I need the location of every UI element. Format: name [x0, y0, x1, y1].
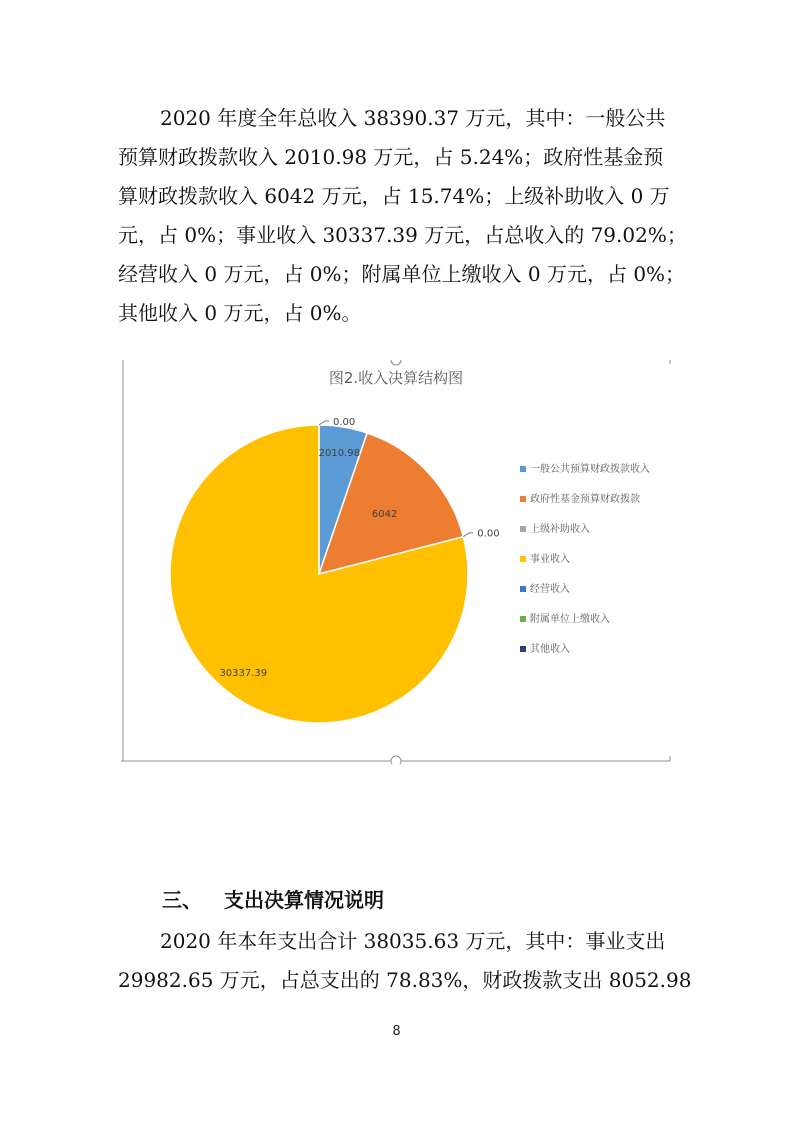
income-structure-chart: [121, 360, 672, 764]
resize-handle-top[interactable]: [391, 360, 401, 365]
legend-swatch: [520, 586, 526, 592]
legend-label: 一般公共预算财政拨款收入: [530, 464, 650, 475]
data-label-zero: 0.00: [333, 417, 356, 428]
legend-label: 事业收入: [530, 554, 570, 565]
income-summary-paragraph: [118, 99, 687, 333]
paragraph-line: 元，占 0%；事业收入 30337.39 万元，占总收入的 79.02%；: [118, 223, 687, 247]
paragraph-line: 2020 年本年支出合计 38035.63 万元，其中：事业支出: [160, 929, 666, 953]
leader-line: [463, 533, 473, 537]
data-label: 30337.39: [219, 667, 268, 679]
legend-swatch: [520, 646, 526, 652]
expenditure-summary-paragraph: [118, 922, 692, 1000]
paragraph-line: 经营收入 0 万元，占 0%；附属单位上缴收入 0 万元，占 0%；: [118, 262, 686, 286]
page-number: 8: [392, 1024, 401, 1039]
legend-swatch: [520, 616, 526, 622]
legend-swatch: [520, 466, 526, 472]
pie-slices: [170, 425, 468, 723]
pie-chart-svg: [121, 360, 672, 764]
data-label: 2010.98: [318, 448, 360, 459]
legend-label: 其他收入: [530, 644, 570, 655]
legend-swatch: [520, 556, 526, 562]
legend-label: 上级补助收入: [530, 524, 590, 535]
data-label-zero: 0.00: [477, 528, 500, 540]
paragraph-line: 其他收入 0 万元，占 0%。: [118, 301, 362, 325]
chart-legend: [520, 462, 650, 655]
paragraph-line: 算财政拨款收入 6042 万元，占 15.74%；上级补助收入 0 万: [118, 184, 670, 208]
paragraph-line: 预算财政拨款收入 2010.98 万元，占 5.24%；政府性基金预: [118, 145, 664, 169]
section-heading: [162, 884, 384, 916]
legend-swatch: [520, 496, 526, 502]
paragraph-line: 29982.65 万元，占总支出的 78.83%，财政拨款支出 8052.98: [118, 968, 692, 992]
section-number: 三、: [162, 888, 202, 912]
legend-label: 经营收入: [530, 584, 570, 595]
data-label: 6042: [371, 509, 398, 521]
paragraph-line: 2020 年度全年总收入 38390.37 万元，其中：一般公共: [160, 106, 666, 130]
chart-title: 图2.收入决算结构图: [328, 369, 464, 387]
legend-swatch: [520, 526, 526, 532]
legend-label: 政府性基金预算财政拨款: [530, 494, 640, 505]
resize-handle-bottom[interactable]: [391, 756, 401, 764]
legend-label: 附属单位上缴收入: [530, 614, 610, 625]
section-title: 支出决算情况说明: [224, 888, 384, 912]
